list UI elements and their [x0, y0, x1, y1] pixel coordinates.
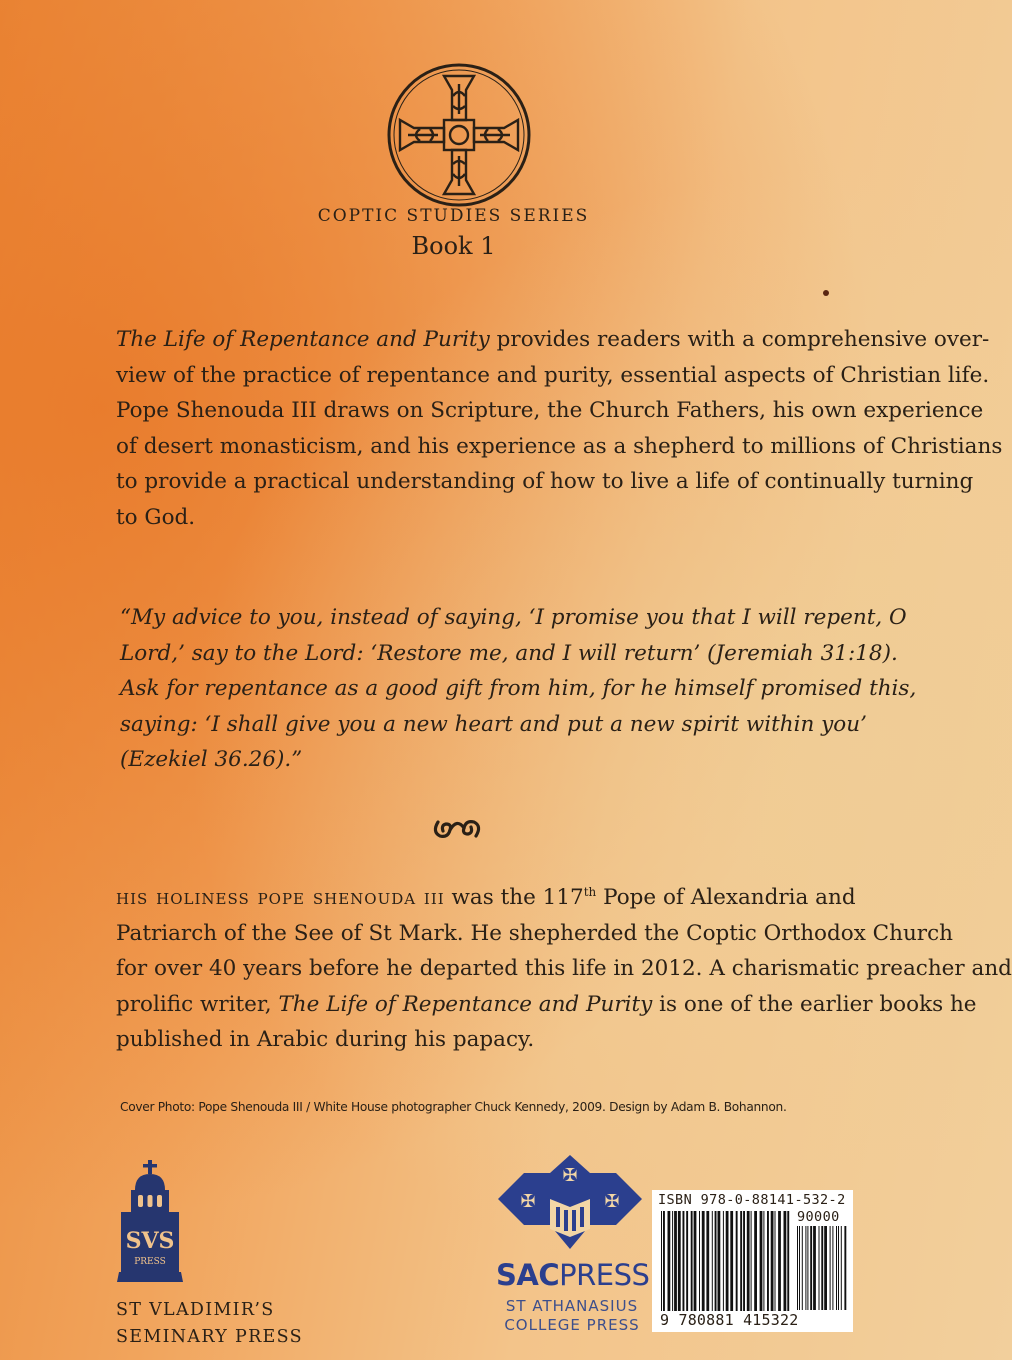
barcode-bar	[736, 1211, 738, 1311]
barcode-bar	[743, 1211, 745, 1311]
series-title: COPTIC STUDIES SERIES	[317, 206, 590, 226]
svs-name-line: ST VLADIMIR’S	[116, 1300, 275, 1320]
sac-name-line: COLLEGE PRESS	[504, 1316, 640, 1334]
barcode-bar	[763, 1211, 764, 1311]
quote-line: “My advice to you, instead of saying, ‘I promise you that I will repent, O	[120, 605, 907, 630]
quote-line: (Ezekiel 36.26).”	[120, 747, 303, 772]
barcode-bar	[805, 1226, 806, 1310]
barcode-bar	[841, 1226, 842, 1310]
svs-name-line: SEMINARY PRESS	[116, 1327, 303, 1347]
coptic-cross-emblem	[386, 62, 532, 208]
barcode-bar	[726, 1211, 729, 1311]
barcode-bar	[718, 1211, 721, 1311]
barcode-bar	[699, 1211, 700, 1311]
sac-press-logo	[498, 1155, 642, 1249]
barcode-bar	[778, 1211, 781, 1311]
barcode-bar	[751, 1211, 752, 1311]
quote-line: Ask for repentance as a good gift from him, for he himself promised this,	[120, 676, 917, 701]
fleuron-ornament	[430, 812, 484, 846]
paper-stain	[823, 290, 829, 296]
book-description	[116, 322, 1003, 535]
bio-line	[116, 987, 977, 1023]
author-quote	[120, 600, 917, 778]
description-line: to God.	[116, 504, 196, 530]
sac-wordmark-rest: PRESS	[559, 1258, 650, 1292]
barcode-bar	[775, 1211, 776, 1311]
barcode-bar	[712, 1211, 713, 1311]
barcode-bar	[799, 1226, 800, 1310]
barcode-bar	[838, 1226, 839, 1310]
description-line	[116, 322, 990, 358]
sac-name-line: ST ATHANASIUS	[505, 1297, 639, 1315]
description-line: to provide a practical understanding of how to live a life of continually turning	[116, 469, 974, 494]
barcode-bar	[678, 1211, 681, 1311]
sac-wordmark-bold: SAC	[496, 1258, 560, 1292]
barcode-bar	[832, 1226, 833, 1310]
svg-text:✠: ✠	[604, 1191, 620, 1212]
bio-text: is one of the earlier books he	[652, 991, 977, 1017]
barcode-bar	[747, 1211, 750, 1311]
barcode-bar	[683, 1211, 685, 1311]
bio-line: for over 40 years before he departed this life in 2012. A charismatic preacher and	[116, 956, 1012, 981]
price-code: 90000	[797, 1209, 840, 1225]
barcode-bar	[771, 1211, 774, 1311]
barcode-bar	[813, 1226, 816, 1310]
sac-publisher-name	[496, 1297, 648, 1335]
author-biography	[116, 880, 1012, 1058]
bio-line: published in Arabic during his papacy.	[116, 1027, 535, 1052]
barcode-bar	[661, 1211, 662, 1311]
barcode-bar	[694, 1211, 697, 1311]
barcode-bar	[672, 1211, 673, 1311]
barcode-bar	[830, 1226, 831, 1310]
cover-credit: Cover Photo: Pope Shenouda III / White House photographer Chuck Kennedy, 2009. Design by Adam B. Bohannon.	[120, 1100, 787, 1114]
barcode-bar	[787, 1211, 789, 1311]
description-line: of desert monasticism, and his experience as a shepherd to millions of Christians	[116, 433, 1003, 459]
svs-logo-sub: PRESS	[134, 1257, 166, 1267]
barcode-bar	[844, 1226, 846, 1310]
description-line: Pope Shenouda III draws on Scripture, the Church Fathers, his own experience	[116, 398, 984, 423]
ordinal-superscript: th	[583, 884, 597, 899]
quote-line: Lord,’ say to the Lord: ‘Restore me, and I will return’ (Jeremiah 31:18).	[120, 640, 898, 666]
series-book-number: Book 1	[411, 232, 496, 260]
book-title-italic: The Life of Repentance and Purity	[278, 991, 653, 1017]
barcode-bar	[819, 1226, 820, 1310]
barcode-bar	[836, 1226, 837, 1310]
addon-bars	[797, 1226, 849, 1310]
isbn-number: ISBN 978-0-88141-532-2	[658, 1192, 846, 1208]
barcode-bar	[668, 1211, 671, 1311]
barcode-bar	[802, 1226, 803, 1310]
bio-text: was the 117	[444, 885, 584, 910]
barcode-bar	[706, 1211, 709, 1311]
barcode-bar	[663, 1211, 665, 1311]
sac-press-wordmark	[496, 1258, 649, 1292]
svg-text:✠: ✠	[562, 1165, 578, 1186]
svs-press-logo	[117, 1160, 183, 1282]
barcode-bar	[754, 1211, 757, 1311]
barcode-bar	[760, 1211, 763, 1311]
barcode-bar	[730, 1211, 733, 1311]
barcode-bar	[702, 1211, 705, 1311]
svs-logo-text: SVS	[125, 1228, 175, 1254]
barcode-bar	[723, 1211, 724, 1311]
description-line: view of the practice of repentance and purity, essential aspects of Christian life.	[116, 362, 990, 388]
author-name-smallcaps: his holiness pope shenouda iii	[116, 885, 445, 910]
barcode-bar	[784, 1211, 787, 1311]
barcode-bar	[797, 1226, 798, 1310]
barcode-bar	[807, 1226, 808, 1310]
barcode-bar	[821, 1226, 823, 1310]
barcode-bar	[810, 1226, 812, 1310]
quote-line: saying: ‘I shall give you a new heart and put a new spirit within you’	[120, 711, 867, 737]
svs-publisher-name	[116, 1297, 303, 1351]
barcode-bar	[767, 1211, 769, 1311]
svg-text:✠: ✠	[520, 1191, 536, 1212]
barcode-bar	[686, 1211, 688, 1311]
ean-digits: 9 780881 415322	[660, 1311, 799, 1329]
barcode-bar	[824, 1226, 827, 1310]
bio-line: Patriarch of the See of St Mark. He shepherded the Coptic Orthodox Church	[116, 920, 953, 946]
barcode-bar	[674, 1211, 677, 1311]
book-title-italic: The Life of Repentance and Purity	[116, 327, 490, 352]
bio-text: Pope of Alexandria and	[596, 885, 856, 910]
bio-text: prolific writer,	[116, 991, 279, 1017]
ean-bars	[661, 1211, 789, 1311]
barcode-bar	[740, 1211, 742, 1311]
description-text: provides readers with a comprehensive over-	[489, 327, 990, 352]
bio-line	[116, 880, 856, 916]
barcode-bar	[715, 1211, 717, 1311]
barcode-bar	[691, 1211, 693, 1311]
